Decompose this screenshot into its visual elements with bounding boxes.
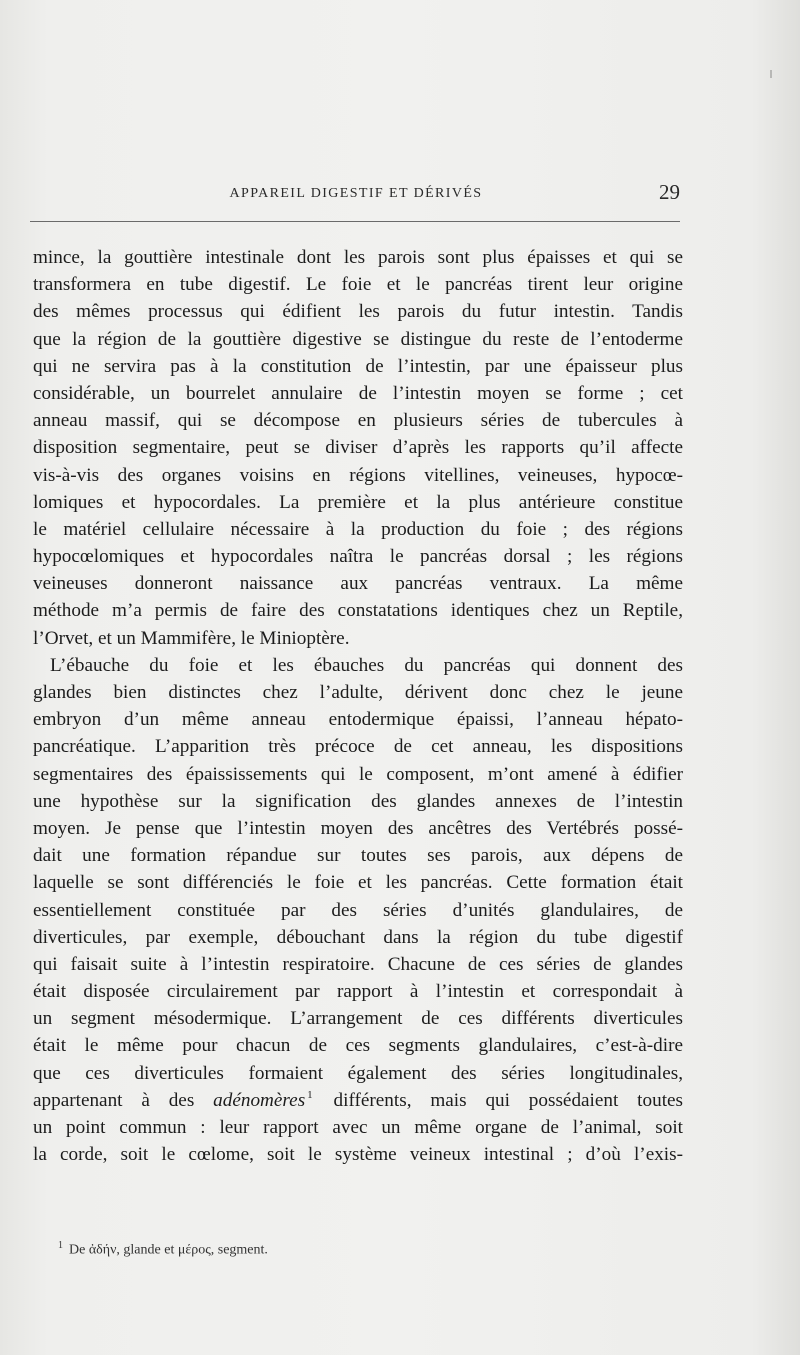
text-line: un point commun : leur rapport avec un même organe de l’animal, soit	[33, 1117, 683, 1138]
page-header	[32, 180, 680, 220]
italic-term: adénomères	[213, 1089, 306, 1111]
text-line: laquelle se sont différenciés le foie et les pancréas. Cette formation était	[33, 872, 683, 894]
text-line: essentiellement constituée par des séries d’unités glandulaires, de	[33, 899, 683, 921]
text-line: était le même pour chacun de ces segments glandulaires, c’est-à-dire	[33, 1035, 683, 1057]
text-line: était disposée circulairement par rapport à l’intestin et correspondait à	[33, 981, 683, 1003]
paragraph-2-part-a	[33, 652, 683, 1087]
text-line: la corde, soit le cœlome, soit le système veineux intestinal ; d’où l’exis-	[33, 1144, 683, 1166]
footnote-marker: 1	[58, 1240, 63, 1251]
footnote-ref-marker: 1	[307, 1089, 313, 1102]
text-line: une hypothèse sur la signification des glandes annexes de l’intestin	[33, 790, 683, 812]
footnote	[58, 1240, 268, 1259]
header-rule	[30, 221, 680, 222]
paragraph-1	[33, 244, 683, 652]
text-line: segmentaires des épaississements qui le composent, m’ont amené à édifier	[33, 763, 683, 785]
text-line: mince, la gouttière intestinale dont les parois sont plus épaisses et qui se	[33, 247, 683, 268]
text-line: vis-à-vis des organes voisins en régions vitellines, veineuses, hypocœ-	[33, 464, 683, 486]
text-line: pancréatique. L’apparition très précoce de cet anneau, les dispositions	[33, 736, 683, 758]
text-line: un segment mésodermique. L’arrangement de ces différents diverticules	[33, 1008, 683, 1030]
paragraph-2-part-b	[33, 1114, 683, 1168]
text-line: glandes bien distinctes chez l’adulte, dérivent donc chez le jeune	[33, 682, 683, 703]
text-line: méthode m’a permis de faire des constatations identiques chez un Reptile,	[33, 600, 683, 622]
text-line: que la région de la gouttière digestive se distingue du reste de l’entoderme	[33, 328, 683, 350]
text-line: anneau massif, qui se décompose en plusieurs séries de tubercules à	[33, 410, 683, 432]
text-line: lomiques et hypocordales. La première et la plus antérieure constitue	[33, 491, 683, 513]
text-line: hypocœlomiques et hypocordales naîtra le pancréas dorsal ; les régions	[33, 546, 683, 568]
footnote-text: De ἀδήν, glande et μέρος, segment.	[69, 1242, 268, 1258]
text-line: des mêmes processus qui édifient les parois du futur intestin. Tandis	[33, 301, 683, 323]
text-line-with-footnote-ref	[33, 1087, 683, 1114]
text-line: veineuses donneront naissance aux pancréas ventraux. La même	[33, 573, 683, 595]
body-text	[33, 244, 683, 1168]
text-line: dait une formation répandue sur toutes ses parois, aux dépens de	[33, 845, 683, 867]
line-text-after: différents, mais qui possédaient toutes	[333, 1089, 684, 1111]
text-line: embryon d’un même anneau entodermique épaissi, l’anneau hépato-	[33, 709, 683, 731]
text-line: que ces diverticules formaient également des séries longitudinales,	[33, 1062, 683, 1084]
text-line: l’Orvet, et un Mammifère, le Minioptère.	[33, 627, 350, 649]
text-line: moyen. Je pense que l’intestin moyen des ancêtres des Vertébrés possé-	[33, 817, 683, 839]
text-line: le matériel cellulaire nécessaire à la production du foie ; des régions	[33, 518, 683, 540]
line-text-before: appartenant à des	[33, 1089, 195, 1111]
paragraph-2	[33, 652, 683, 1169]
text-line: qui faisait suite à l’intestin respiratoire. Chacune de ces séries de glandes	[33, 953, 683, 975]
text-line: qui ne servira pas à la constitution de l’intestin, par une épaisseur plus	[33, 355, 683, 377]
text-line: L’ébauche du foie et les ébauches du pancréas qui donnent des	[50, 654, 683, 676]
page-number: 29	[659, 180, 680, 204]
text-line: disposition segmentaire, peut se diviser d’après les rapports qu’il affecte	[33, 437, 683, 459]
text-line: transformera en tube digestif. Le foie et le pancréas tirent leur origine	[33, 274, 683, 296]
paper-speck	[770, 70, 772, 78]
text-line: diverticules, par exemple, débouchant dans la région du tube digestif	[33, 926, 683, 948]
text-line: considérable, un bourrelet annulaire de l’intestin moyen se forme ; cet	[33, 382, 683, 404]
running-title: APPAREIL DIGESTIF ET DÉRIVÉS	[229, 186, 483, 201]
